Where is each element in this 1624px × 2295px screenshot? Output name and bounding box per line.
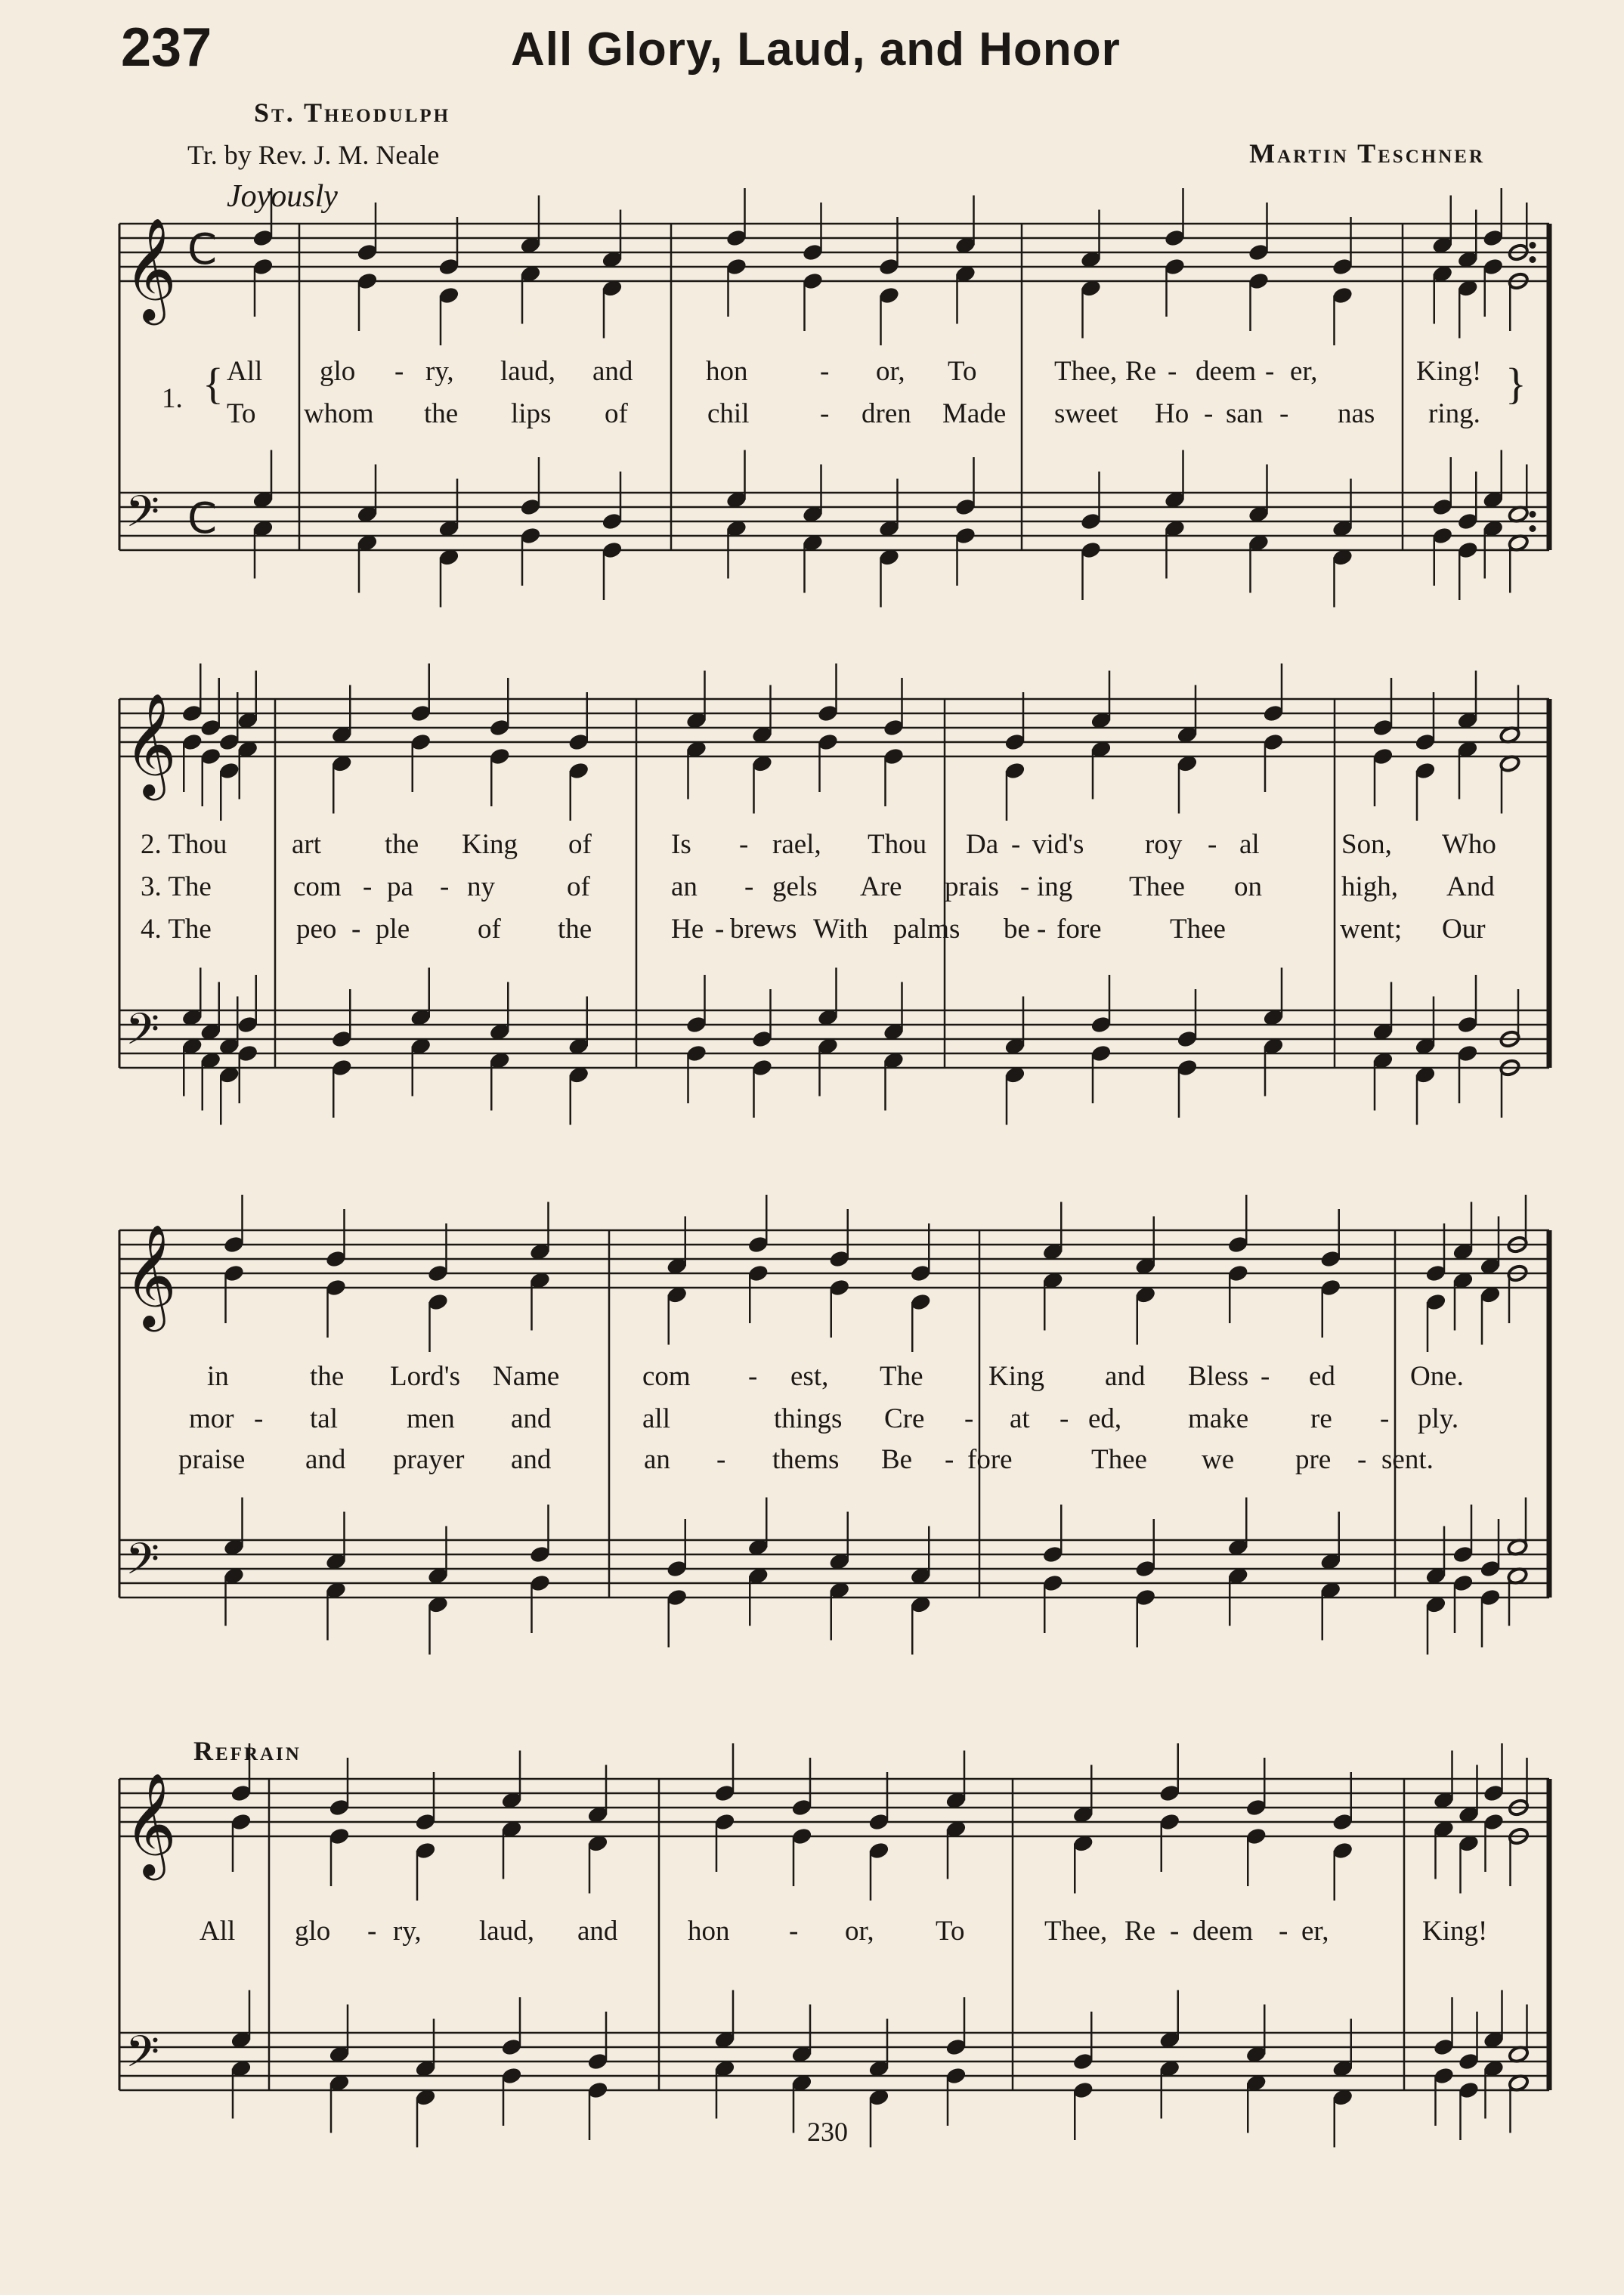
lyric-syllable: - [1011,829,1021,860]
bass-clef-icon: 𝄢 [125,1004,160,1066]
lyric-syllable: - [440,871,450,902]
lyric-syllable: brews [730,914,797,945]
lyric-syllable: - [254,1403,264,1434]
lyric-syllable: of [605,398,628,429]
lyric-syllable: and [305,1444,346,1475]
lyric-syllable: nas [1338,398,1375,429]
lyric-syllable: and [511,1403,552,1434]
repeat-dot [1530,243,1536,249]
lyric-syllable: of [567,871,590,902]
lyric-syllable: praise [178,1444,246,1475]
lyric-syllable: Da [966,829,999,860]
lyric-syllable: - [1357,1444,1367,1475]
lyric-syllable: - [945,1444,954,1475]
lyric-syllable: ry, [393,1916,422,1947]
lyric-syllable: ple [376,914,410,945]
lyric-syllable: an [671,871,698,902]
lyric-syllable: high, [1341,871,1399,902]
lyric-syllable: deem [1196,356,1257,387]
lyric-syllable: san [1226,398,1264,429]
lyric-syllable: - [964,1403,974,1434]
lyric-syllable: men [407,1403,455,1434]
lyric-syllable: prayer [393,1444,465,1475]
lyric-syllable: sent. [1381,1444,1434,1475]
lyric-syllable: - [1380,1403,1390,1434]
treble-clef-icon: 𝄞 [124,1223,177,1327]
lyric-syllable: Son, [1341,829,1392,860]
tune-name: St. Theodulph [254,97,451,128]
lyric-syllable: - [1020,871,1030,902]
lyric-syllable: vid's [1032,829,1084,860]
lyric-line [0,1443,1624,1478]
lyric-line [0,871,1624,905]
lyric-syllable: King! [1422,1916,1488,1947]
lyric-syllable: To [936,1916,965,1947]
lyric-syllable: - [744,871,754,902]
lyric-syllable: make [1188,1403,1249,1434]
lyric-syllable: est, [790,1361,829,1392]
lyric-syllable: - [1170,1916,1180,1947]
lyric-line [0,828,1624,863]
lyric-syllable: fore [1056,914,1102,945]
lyric-syllable: and [1105,1361,1146,1392]
lyric-syllable: - [716,1444,726,1475]
lyric-syllable: the [558,914,592,945]
lyric-syllable: To [948,356,977,387]
treble-clef-icon: 𝄞 [124,216,177,320]
composer-credit: Martin Teschner [1249,138,1485,169]
lyric-syllable: and [592,356,633,387]
repeat-dot [1530,257,1536,263]
lyric-syllable: - [1265,356,1275,387]
lyric-syllable: - [1168,356,1177,387]
lyric-syllable: He [671,914,704,945]
lyric-syllable: Thee [1170,914,1226,945]
lyric-syllable: gels [772,871,818,902]
lyric-syllable: Bless [1188,1361,1249,1392]
lyric-syllable: - [820,356,830,387]
lyric-syllable: - [1261,1361,1270,1392]
treble-clef-icon: 𝄞 [124,1771,177,1876]
lyric-syllable: Cre [884,1403,925,1434]
lyric-syllable: ry, [425,356,454,387]
lyric-syllable: And [1446,871,1495,902]
lyric-syllable: King [462,829,518,860]
hymn-number: 237 [121,17,212,78]
lyric-syllable: hon [706,356,748,387]
lyric-syllable: on [1234,871,1262,902]
lyric-line [0,913,1624,948]
lyric-syllable: Is [671,829,691,860]
lyric-syllable: or, [876,356,905,387]
lyric-syllable: laud, [479,1916,534,1947]
lyric-syllable: al [1239,829,1260,860]
lyric-syllable: in [207,1361,229,1392]
lyric-syllable: lips [511,398,552,429]
lyric-syllable: Lord's [390,1361,460,1392]
bass-clef-icon: 𝄢 [125,2026,160,2088]
common-time-icon: C [187,494,218,543]
lyric-syllable: ing [1037,871,1073,902]
common-time-icon: C [187,225,218,274]
tempo-marking: Joyously [227,179,338,214]
lyric-syllable: - [363,871,373,902]
lyric-syllable: thems [772,1444,840,1475]
lyric-syllable: ring. [1428,398,1480,429]
lyric-syllable: All [200,1916,236,1947]
treble-clef-icon: 𝄞 [124,691,177,796]
lyric-syllable: ed [1309,1361,1335,1392]
lyric-syllable: mor [189,1403,234,1434]
lyric-syllable: - [1279,398,1289,429]
lyric-line [0,1360,1624,1395]
repeat-dot [1530,526,1536,532]
lyric-syllable: of [568,829,592,860]
lyric-syllable: er, [1301,1916,1329,1947]
lyric-line [0,1915,1624,1950]
lyric-syllable: With [813,914,868,945]
lyric-syllable: the [424,398,459,429]
lyric-syllable: 4. The [141,914,212,945]
lyric-syllable: com [293,871,342,902]
lyric-syllable: the [385,829,419,860]
lyric-syllable: of [478,914,501,945]
lyric-syllable: Thee [1129,871,1185,902]
hymn-title: All Glory, Laud, and Honor [511,23,1121,76]
lyric-syllable: sweet [1054,398,1118,429]
lyric-syllable: an [644,1444,670,1475]
lyric-syllable: ed, [1088,1403,1122,1434]
lyric-syllable: tal [310,1403,338,1434]
lyric-line [0,397,1624,432]
lyric-syllable: Ho [1155,398,1189,429]
bass-clef-icon: 𝄢 [125,486,160,548]
bass-clef-icon: 𝄢 [125,1533,160,1595]
lyric-syllable: - [1208,829,1217,860]
lyric-syllable: One. [1410,1361,1464,1392]
lyric-syllable: peo [296,914,337,945]
lyric-syllable: the [310,1361,345,1392]
lyric-line [0,355,1624,390]
verse-brace-close: } [1505,359,1527,408]
lyric-syllable: er, [1290,356,1318,387]
lyric-syllable: All [227,356,263,387]
verse-number-1: 1. [162,383,183,414]
lyric-syllable: com [642,1361,691,1392]
lyric-syllable: Thee, [1044,1916,1108,1947]
repeat-dot [1530,512,1536,518]
lyric-syllable: palms [893,914,960,945]
translator-credit: Tr. by Rev. J. M. Neale [187,140,440,170]
lyric-syllable: and [511,1444,552,1475]
lyric-syllable: King [988,1361,1044,1392]
lyric-syllable: roy [1145,829,1183,860]
lyric-syllable: - [789,1916,799,1947]
lyric-syllable: - [739,829,749,860]
lyric-syllable: Be [881,1444,913,1475]
lyric-syllable: Re [1125,356,1157,387]
lyric-syllable: To [227,398,256,429]
lyric-syllable: pa [387,871,413,902]
lyric-syllable: dren [861,398,911,429]
lyric-syllable: - [394,356,404,387]
lyric-syllable: rael, [772,829,821,860]
lyric-syllable: re [1310,1403,1332,1434]
lyric-syllable: Are [860,871,902,902]
lyric-syllable: we [1202,1444,1235,1475]
lyric-syllable: Who [1442,829,1496,860]
lyric-syllable: - [820,398,830,429]
lyric-syllable: - [367,1916,377,1947]
lyric-syllable: King! [1416,356,1482,387]
lyric-syllable: things [774,1403,843,1434]
lyric-syllable: fore [967,1444,1013,1475]
lyric-syllable: - [748,1361,758,1392]
lyric-syllable: laud, [500,356,555,387]
lyric-syllable: prais [945,871,999,902]
refrain-label: Refrain [193,1736,302,1766]
lyric-syllable: The [880,1361,923,1392]
lyric-syllable: - [1204,398,1214,429]
lyric-syllable: went; [1340,914,1403,945]
lyric-syllable: Re [1124,1916,1156,1947]
lyric-syllable: at [1010,1403,1030,1434]
lyric-syllable: Our [1442,914,1486,945]
lyric-syllable: - [1279,1916,1288,1947]
lyric-syllable: be [1004,914,1030,945]
lyric-syllable: and [577,1916,618,1947]
lyric-syllable: Thee [1091,1444,1147,1475]
lyric-syllable: whom [304,398,374,429]
lyric-syllable: hon [688,1916,730,1947]
lyric-syllable: or, [845,1916,874,1947]
lyric-syllable: - [351,914,361,945]
lyric-syllable: deem [1192,1916,1254,1947]
lyric-syllable: pre [1295,1444,1332,1475]
lyric-syllable: glo [320,356,356,387]
lyric-syllable: ny [467,871,495,902]
lyric-syllable: - [1037,914,1047,945]
verse-brace-open: { [203,359,224,408]
lyric-syllable: art [292,829,322,860]
lyric-syllable: 2. Thou [141,829,227,860]
lyric-syllable: ply. [1418,1403,1459,1434]
lyric-syllable: - [715,914,725,945]
lyric-syllable: Name [493,1361,560,1392]
lyric-syllable: Thee, [1054,356,1118,387]
lyric-syllable: chil [707,398,750,429]
lyric-syllable: - [1059,1403,1069,1434]
page-number: 230 [807,2117,848,2147]
lyric-line [0,1403,1624,1437]
lyric-syllable: glo [295,1916,331,1947]
lyric-syllable: all [642,1403,670,1434]
lyric-syllable: Thou [868,829,927,860]
lyric-syllable: Made [942,398,1007,429]
lyric-syllable: 3. The [141,871,212,902]
